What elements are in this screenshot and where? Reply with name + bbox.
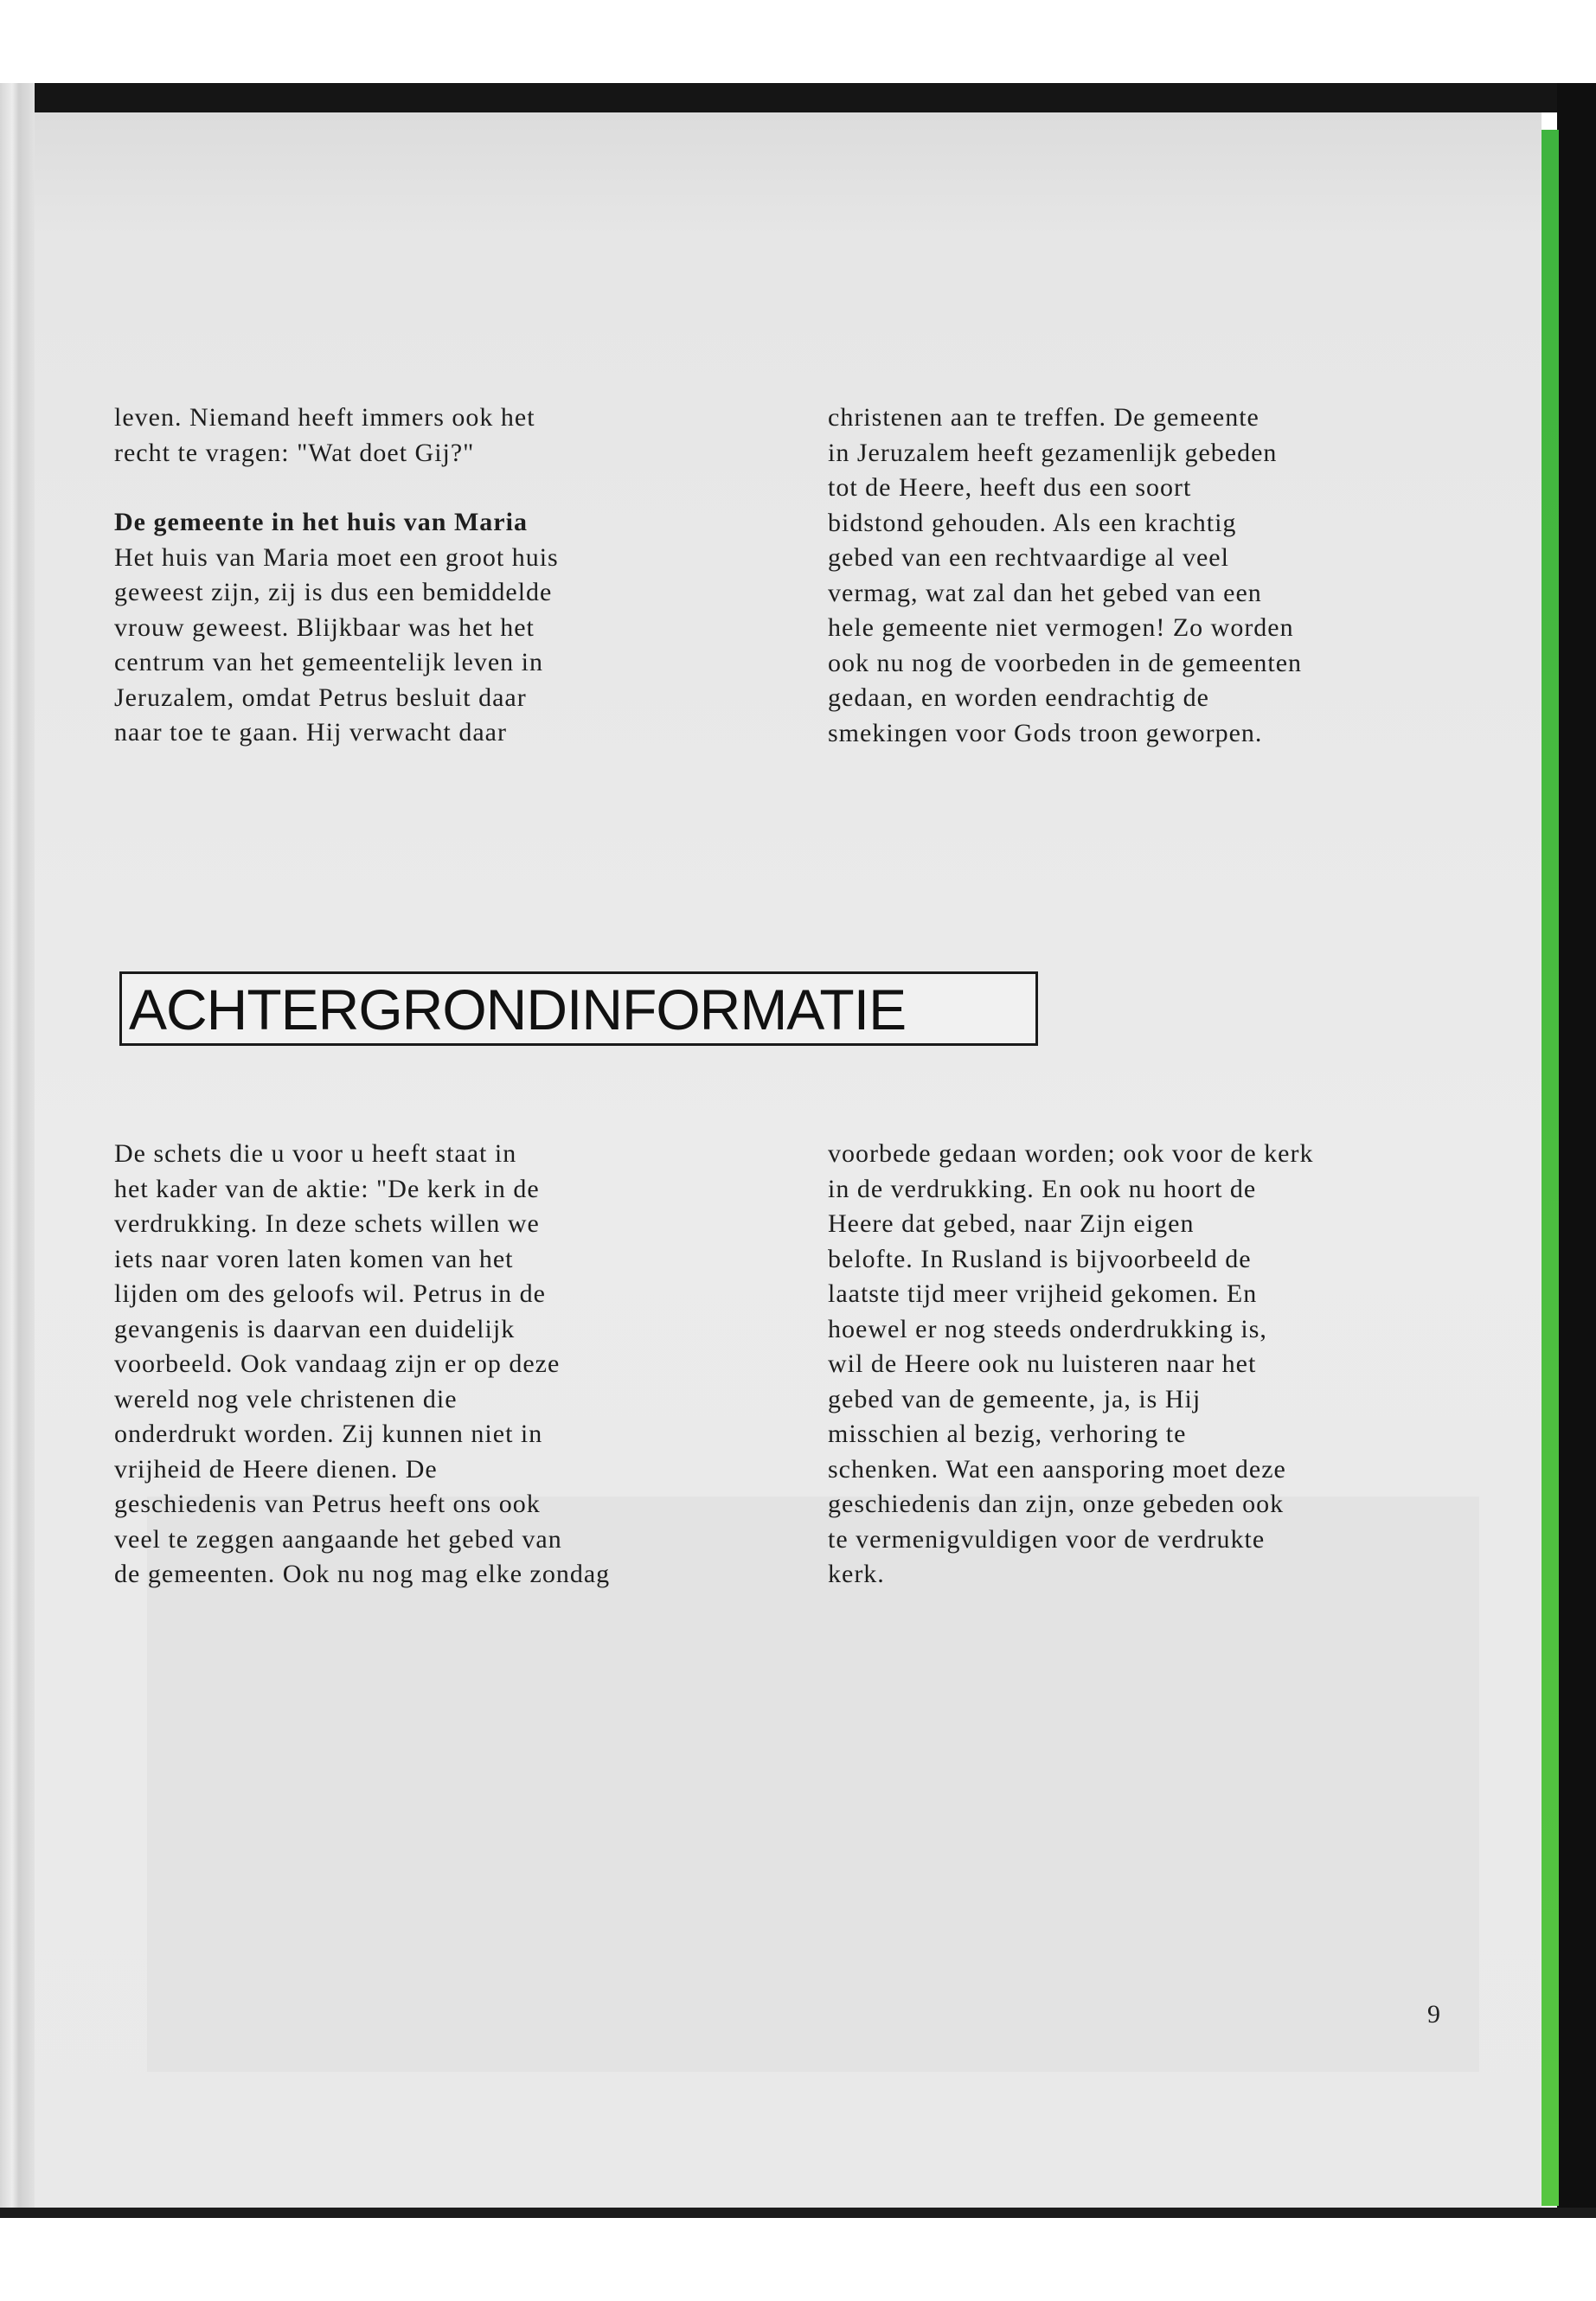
text-line: schenken. Wat een aansporing moet deze	[828, 1454, 1286, 1484]
text-line: recht te vragen: "Wat doet Gij?"	[114, 438, 475, 467]
text-line: gevangenis is daarvan een duidelijk	[114, 1314, 516, 1343]
text-line: bidstond gehouden. Als een krachtig	[828, 508, 1237, 537]
text-line: Heere dat gebed, naar Zijn eigen	[828, 1209, 1195, 1238]
text-line: wereld nog vele christenen die	[114, 1384, 458, 1413]
text-line: gebed van een rechtvaardige al veel	[828, 543, 1229, 572]
text-line: christenen aan te treffen. De gemeente	[828, 403, 1259, 432]
section-banner	[119, 971, 1038, 1046]
text-line: centrum van het gemeentelijk leven in	[114, 648, 543, 676]
text-column-right-top	[828, 401, 1485, 751]
green-page-edge	[1542, 130, 1559, 2206]
text-line: in Jeruzalem heeft gezamenlijk gebeden	[828, 438, 1278, 467]
text-column-right-bottom	[828, 1137, 1485, 1593]
text-line: ook nu nog de voorbeden in de gemeenten	[828, 648, 1303, 677]
page-binding	[0, 83, 35, 2218]
scan-top-edge	[0, 83, 1596, 112]
text-line: belofte. In Rusland is bijvoorbeeld de	[828, 1244, 1252, 1273]
text-line: kerk.	[828, 1560, 885, 1588]
text-line: lijden om des geloofs wil. Petrus in de	[114, 1279, 546, 1308]
text-column-left-top	[114, 401, 780, 751]
text-line: hele gemeente niet vermogen! Zo worden	[828, 613, 1294, 642]
text-line: vermag, wat zal dan het gebed van een	[828, 578, 1262, 607]
text-line: geweest zijn, zij is dus een bemiddelde	[114, 578, 553, 606]
text-line: hoewel er nog steeds onderdrukking is,	[828, 1314, 1267, 1343]
text-line: gedaan, en worden eendrachtig de	[828, 683, 1209, 712]
text-line: iets naar voren laten komen van het	[114, 1244, 514, 1273]
text-line: vrijheid de Heere dienen. De	[114, 1454, 438, 1484]
text-line: veel te zeggen aangaande het gebed van	[114, 1524, 562, 1554]
text-line: voorbede gedaan worden; ook voor de kerk	[828, 1139, 1314, 1168]
scan-bottom-edge	[0, 2208, 1596, 2218]
text-line: vrouw geweest. Blijkbaar was het het	[114, 612, 535, 642]
text-line: tot de Heere, heeft dus een soort	[828, 473, 1192, 502]
text-line: laatste tijd meer vrijheid gekomen. En	[828, 1279, 1258, 1308]
text-line: verdrukking. In deze schets willen we	[114, 1209, 540, 1238]
text-line: voorbeeld. Ook vandaag zijn er op deze	[114, 1349, 561, 1378]
text-line: gebed van de gemeente, ja, is Hij	[828, 1384, 1202, 1413]
text-line: geschiedenis van Petrus heeft ons ook	[114, 1490, 541, 1518]
text-line: geschiedenis dan zijn, onze gebeden ook	[828, 1490, 1285, 1518]
text-line: smekingen voor Gods troon geworpen.	[828, 718, 1263, 747]
text-line: de gemeenten. Ook nu nog mag elke zondag	[114, 1560, 611, 1588]
text-line: het kader van de aktie: "De kerk in de	[114, 1174, 540, 1203]
text-line: te vermenigvuldigen voor de verdrukte	[828, 1524, 1266, 1554]
text-line: naar toe te gaan. Hij verwacht daar	[114, 718, 507, 747]
section-heading: De gemeente in het huis van Maria	[114, 508, 528, 536]
text-line: onderdrukt worden. Zij kunnen niet in	[114, 1420, 543, 1448]
text-line: misschien al bezig, verhoring te	[828, 1420, 1187, 1448]
text-line: De schets die u voor u heeft staat in	[114, 1139, 517, 1168]
text-line: Het huis van Maria moet een groot huis	[114, 542, 559, 572]
text-line: leven. Niemand heeft immers ook het	[114, 403, 535, 432]
text-line: wil de Heere ook nu luisteren naar het	[828, 1349, 1257, 1378]
text-line: in de verdrukking. En ook nu hoort de	[828, 1174, 1257, 1203]
text-column-left-bottom	[114, 1137, 789, 1593]
scan-right-edge	[1557, 83, 1596, 2218]
page-number: 9	[1427, 2000, 1440, 2029]
text-line: Jeruzalem, omdat Petrus besluit daar	[114, 683, 527, 712]
banner-title: ACHTERGRONDINFORMATIE	[129, 977, 907, 1042]
